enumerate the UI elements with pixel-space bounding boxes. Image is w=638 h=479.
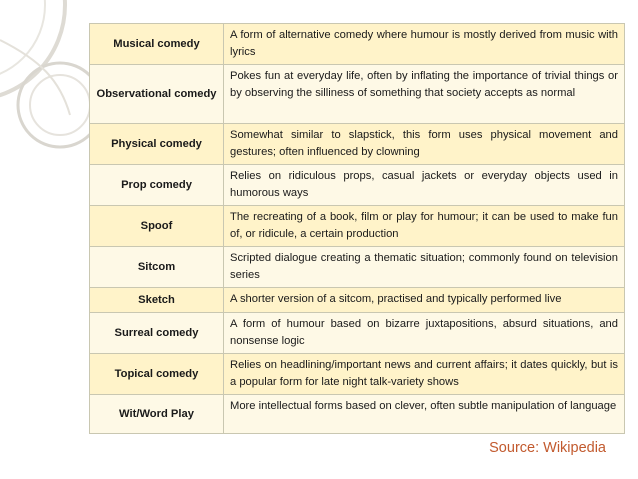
table-row: [90, 124, 625, 165]
comedy-description: More intellectual forms based on clever, often subtle manipulation of language: [224, 395, 625, 434]
table-row: [90, 206, 625, 247]
comedy-term: Topical comedy: [90, 354, 224, 395]
comedy-term: Wit/Word Play: [90, 395, 224, 434]
table-row: [90, 395, 625, 434]
comedy-description: A form of alternative comedy where humour is mostly derived from music with lyrics: [224, 24, 625, 65]
comedy-types-table: [89, 23, 625, 434]
comedy-description: Relies on ridiculous props, casual jackets or everyday objects used in humorous ways: [224, 165, 625, 206]
comedy-description: Pokes fun at everyday life, often by inflating the importance of trivial things or by observing the silliness of something that society accepts as normal: [224, 65, 625, 124]
table-body: [90, 24, 625, 434]
comedy-term: Physical comedy: [90, 124, 224, 165]
comedy-description: A form of humour based on bizarre juxtapositions, absurd situations, and nonsense logic: [224, 313, 625, 354]
comedy-term: Observational comedy: [90, 65, 224, 124]
comedy-description: Relies on headlining/important news and current affairs; it dates quickly, but is a popular form for late night talk-variety shows: [224, 354, 625, 395]
comedy-description: Scripted dialogue creating a thematic situation; commonly found on television series: [224, 247, 625, 288]
comedy-term: Musical comedy: [90, 24, 224, 65]
table-row: [90, 165, 625, 206]
table-row: [90, 65, 625, 124]
table-row: [90, 354, 625, 395]
table-row: [90, 288, 625, 313]
comedy-term: Prop comedy: [90, 165, 224, 206]
comedy-term: Sitcom: [90, 247, 224, 288]
comedy-term: Surreal comedy: [90, 313, 224, 354]
table-row: [90, 247, 625, 288]
comedy-term: Sketch: [90, 288, 224, 313]
table-row: [90, 24, 625, 65]
decorative-circles: [0, 0, 100, 479]
source-caption: Source: Wikipedia: [489, 440, 606, 456]
comedy-description: A shorter version of a sitcom, practised and typically performed live: [224, 288, 625, 313]
comedy-description: The recreating of a book, film or play for humour; it can be used to make fun of, or ridicule, a certain production: [224, 206, 625, 247]
comedy-term: Spoof: [90, 206, 224, 247]
comedy-description: Somewhat similar to slapstick, this form uses physical movement and gestures; often influenced by clowning: [224, 124, 625, 165]
table-row: [90, 313, 625, 354]
